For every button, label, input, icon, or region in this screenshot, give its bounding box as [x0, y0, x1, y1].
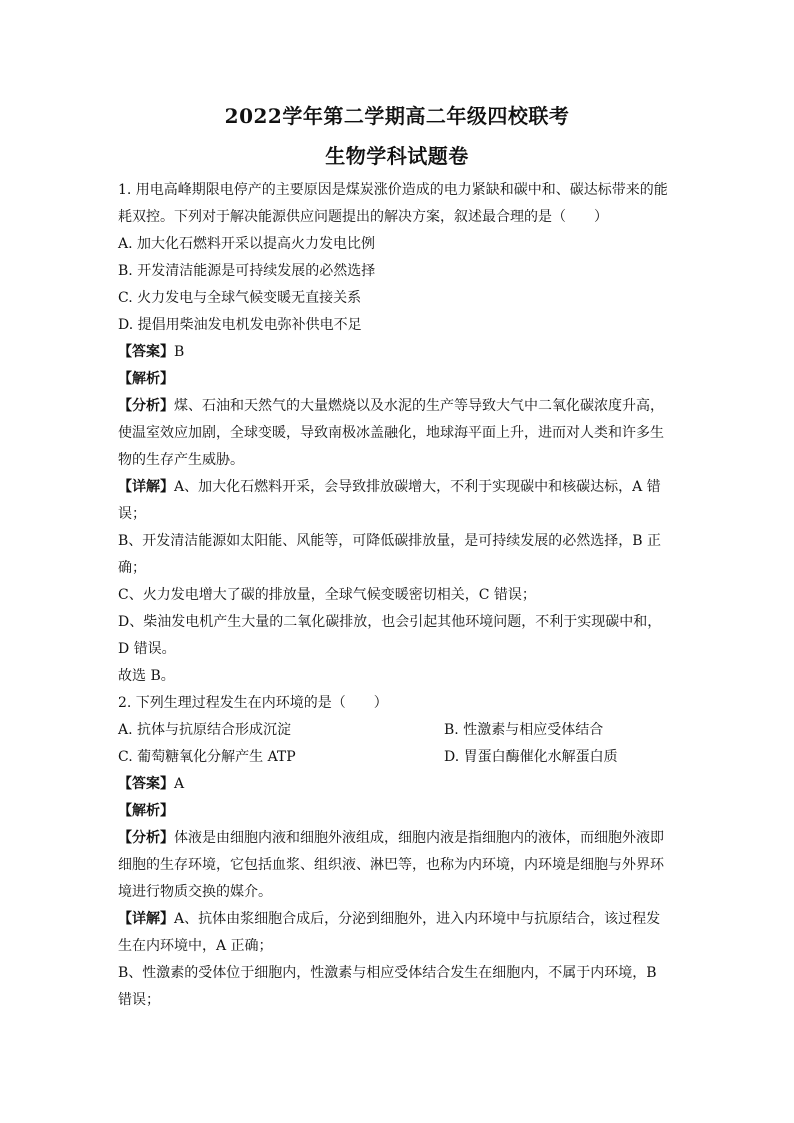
q2-fenxi-line3: 境进行物质交换的媒介。 — [118, 884, 272, 900]
q1-stem-line1: 1. 用电高峰期限电停产的主要原因是煤炭涨价造成的电力紧缺和碳中和、碳达标带来的能 — [118, 182, 668, 198]
q1-option-b: B. 开发清洁能源是可持续发展的必然选择 — [118, 263, 376, 279]
q1-detail-b-line1: B、开发清洁能源如太阳能、风能等，可降低碳排放量，是可持续发展的必然选择，B 正 — [118, 533, 662, 549]
xiangjie-tag: 【详解】 — [118, 911, 174, 927]
q1-option-d: D. 提倡用柴油发电机发电弥补供电不足 — [118, 317, 362, 333]
q2-option-a: A. 抗体与抗原结合形成沉淀 — [118, 722, 292, 738]
q1-fenxi-line2: 使温室效应加剧，全球变暖，导致南极冰盖融化，地球海平面上升，进而对人类和许多生 — [118, 425, 664, 441]
q1-stem-line2: 耗双控。下列对于解决能源供应问题提出的解决方案，叙述最合理的是（ ） — [118, 209, 608, 225]
fenxi-text: 体液是由细胞内液和细胞外液组成，细胞内液是指细胞内的液体，而细胞外液即 — [174, 830, 664, 846]
xiangjie-tag: 【详解】 — [118, 479, 174, 495]
q2-detail-a-line2: 生在内环境中，A 正确； — [118, 938, 273, 954]
fenxi-tag: 【分析】 — [118, 398, 174, 414]
q1-fenxi-line3: 物的生存产生威胁。 — [118, 452, 244, 468]
answer-value: B — [174, 344, 185, 360]
fenxi-tag: 【分析】 — [118, 830, 174, 846]
question-content — [118, 177, 678, 1014]
q2-answer — [118, 771, 678, 798]
q2-analysis-tag: 【解析】 — [118, 803, 174, 819]
q2-detail-b-line1: B、性激素的受体位于细胞内，性激素与相应受体结合发生在细胞内，不属于内环境，B — [118, 965, 657, 981]
q1-analysis-tag: 【解析】 — [118, 371, 174, 387]
q2-option-d: D. 胃蛋白酶催化水解蛋白质 — [444, 749, 618, 765]
q1-detail-a-line1 — [118, 474, 678, 501]
q2-fenxi-line1 — [118, 825, 678, 852]
q2-fenxi-line2: 细胞的生存环境，它包括血浆、组织液、淋巴等，也称为内环境，内环境是细胞与外界环 — [118, 857, 664, 873]
q2-stem: 2. 下列生理过程发生在内环境的是（ ） — [118, 695, 388, 711]
detail-text: A、加大化石燃料开采，会导致排放碳增大，不利于实现碳中和核碳达标，A 错 — [174, 479, 661, 495]
q1-answer — [118, 339, 678, 366]
q1-detail-b-line2: 确； — [118, 560, 146, 576]
q1-fenxi-line1 — [118, 393, 678, 420]
page-title: 2022学年第二学期高二年级四校联考 — [224, 104, 570, 128]
answer-tag: 【答案】 — [118, 344, 174, 360]
page-subtitle: 生物学科试题卷 — [325, 144, 469, 168]
q2-detail-a-line1 — [118, 906, 678, 933]
q1-option-c: C. 火力发电与全球气候变暖无直接关系 — [118, 290, 362, 306]
q2-option-c: C. 葡萄糖氧化分解产生 ATP — [118, 749, 296, 765]
q1-detail-d-line2: D 错误。 — [118, 641, 176, 657]
q1-conclusion: 故选 B。 — [118, 668, 175, 684]
q1-detail-c: C、火力发电增大了碳的排放量，全球气候变暖密切相关，C 错误； — [118, 587, 536, 603]
q2-option-b: B. 性激素与相应受体结合 — [444, 722, 604, 738]
q1-detail-d-line1: D、柴油发电机产生大量的二氧化碳排放，也会引起其他环境问题，不利于实现碳中和， — [118, 614, 662, 630]
answer-tag: 【答案】 — [118, 776, 174, 792]
fenxi-text: 煤、石油和天然气的大量燃烧以及水泥的生产等导致大气中二氧化碳浓度升高， — [174, 398, 664, 414]
q1-detail-a-line2: 误； — [118, 506, 146, 522]
detail-text: A、抗体由浆细胞合成后，分泌到细胞外，进入内环境中与抗原结合，该过程发 — [174, 911, 661, 927]
answer-value: A — [174, 776, 185, 792]
q2-detail-b-line2: 错误； — [118, 992, 160, 1008]
q1-option-a: A. 加大化石燃料开采以提高火力发电比例 — [118, 236, 376, 252]
q2-options-row2 — [118, 744, 678, 771]
q2-options-row1 — [118, 717, 678, 744]
